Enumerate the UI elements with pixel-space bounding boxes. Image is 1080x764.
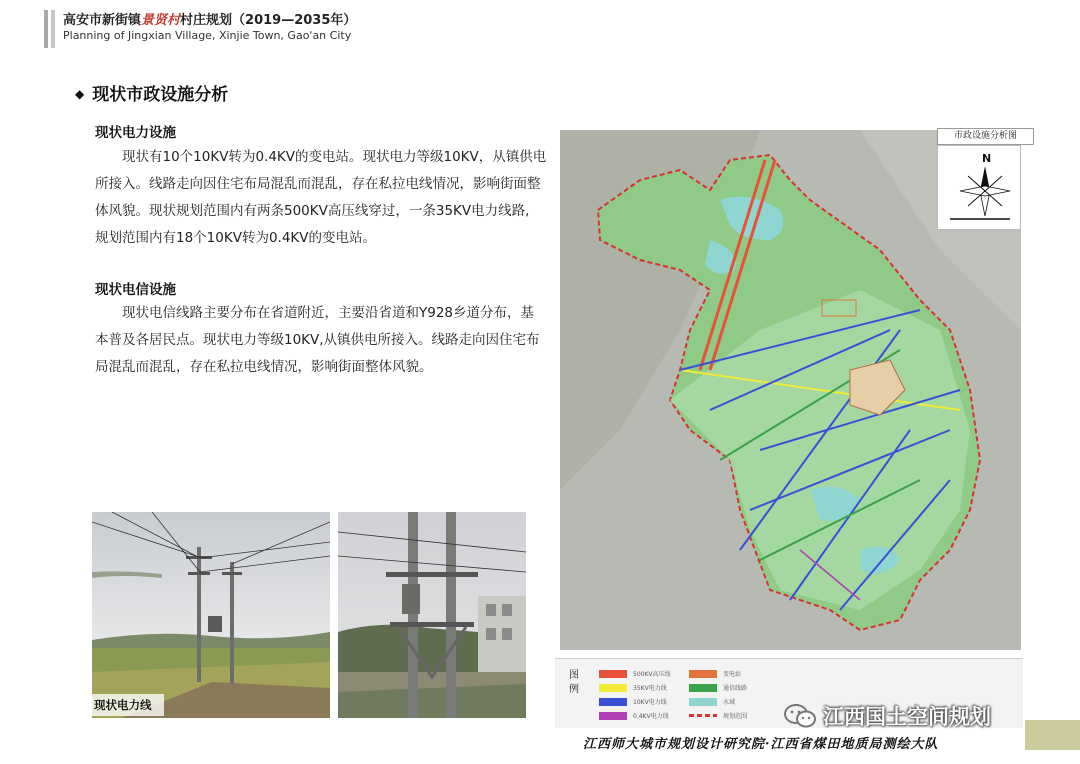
legend-label: 35KV电力线 bbox=[633, 685, 667, 692]
section-heading bbox=[75, 80, 228, 105]
legend-label: 500KV高压线 bbox=[633, 671, 671, 678]
title-suffix: 村庄规划（2019—2035年） bbox=[180, 13, 357, 28]
telecom-paragraph: 现状电信线路主要分布在省道附近，主要沿省道和Y928乡道分布，基本普及各居民点。现状电力等级10KV,从镇供电所接入。线路走向因住宅布局混乱而混乱，存在私拉电线情况，影响街面整体风貌。 bbox=[95, 305, 540, 375]
legend-label: 通信线路 bbox=[723, 685, 748, 692]
legend-label: 0.4KV电力线 bbox=[633, 713, 669, 720]
legend-item bbox=[599, 669, 671, 678]
document-subtitle: Planning of Jingxian Village, Xinjie Town, Gao'an City bbox=[63, 29, 352, 42]
legend-swatch bbox=[599, 698, 627, 706]
legend-item bbox=[689, 711, 747, 720]
diamond-bullet-icon: ◆ bbox=[75, 87, 85, 101]
legend-item bbox=[689, 669, 741, 678]
legend-swatch bbox=[689, 698, 717, 706]
document-title bbox=[63, 9, 356, 28]
photo-caption: 现状电力线 bbox=[92, 694, 164, 716]
title-village-name: 景贤村 bbox=[141, 13, 181, 28]
compass-north-label: N bbox=[982, 152, 992, 165]
legend-label: 规划范围 bbox=[723, 713, 748, 720]
legend-swatch bbox=[599, 684, 627, 692]
footer-institutes: 江西师大城市规划设计研究院·江西省煤田地质局测绘大队 bbox=[583, 737, 939, 752]
legend-label: 变电站 bbox=[723, 671, 742, 678]
legend-swatch bbox=[689, 670, 717, 678]
header-accent-bar bbox=[44, 10, 48, 48]
watermark bbox=[783, 701, 991, 731]
legend-swatch bbox=[599, 670, 627, 678]
legend-item bbox=[689, 683, 747, 692]
legend-swatch bbox=[599, 712, 627, 720]
header-accent-bar bbox=[51, 10, 55, 48]
power-line-photo-2 bbox=[338, 512, 526, 718]
power-line-photo-1 bbox=[92, 512, 330, 718]
legend-item bbox=[599, 683, 667, 692]
legend-heading: 图例 bbox=[569, 670, 579, 695]
legend-swatch bbox=[689, 684, 717, 692]
legend-swatch bbox=[689, 714, 717, 717]
legend-item bbox=[689, 697, 735, 706]
wechat-icon bbox=[783, 703, 817, 729]
legend-item bbox=[599, 697, 667, 706]
compass-rose-icon bbox=[937, 145, 1021, 230]
title-prefix: 高安市新街镇 bbox=[63, 13, 142, 28]
corner-accent-block bbox=[1025, 720, 1080, 750]
telecom-heading: 现状电信设施 bbox=[95, 282, 176, 298]
watermark-text: 江西国土空间规划 bbox=[823, 705, 991, 729]
section-heading-text: 现状市政设施分析 bbox=[92, 85, 229, 105]
power-heading: 现状电力设施 bbox=[95, 125, 176, 141]
legend-item bbox=[599, 711, 669, 720]
map-title: 市政设施分析图 bbox=[937, 128, 1034, 145]
legend-label: 水域 bbox=[723, 699, 736, 706]
power-paragraph: 现状有10个10KV转为0.4KV的变电站。现状电力等级10KV，从镇供电所接入。线路走向因住宅布局混乱而混乱，存在私拉电线情况，影响街面整体风貌。现状规划范围内有两条500KV高压线穿过，一条35KV电力线路, 规划范围内有18个10KV转为0.4KV的变电站。 bbox=[95, 149, 547, 246]
legend-label: 10KV电力线 bbox=[633, 699, 667, 706]
